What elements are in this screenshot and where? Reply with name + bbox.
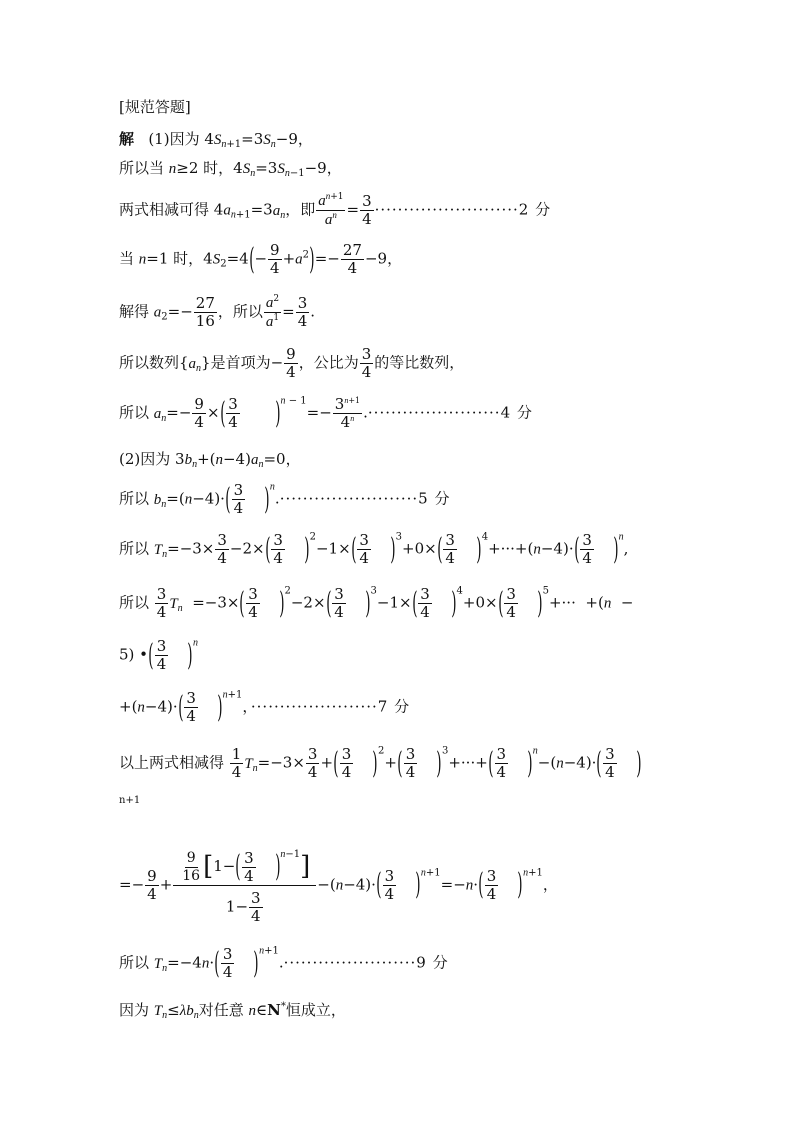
line-15: =− $\frac{9}{4}$ + $\frac{9}{16}$ [1−( $\frac{3}{4}$ )$^{n-1}$] 1− $\frac{3}{4}$ −(n−4)·( $\frac{3}{4}$ )$^{n+1}$=−n·( $\frac{3}{4}$ )$^{n+1}$， — [119, 846, 558, 925]
line-13: +(n−4)·( $\frac{3}{4}$ )$^{n+1}$，······················7 分 — [119, 689, 411, 725]
big-fraction: $\frac{9}{16}$ [1−( $\frac{3}{4}$ )$^{n-1}$] 1− $\frac{3}{4}$ — [173, 846, 316, 925]
line-16: 所以 $T_n=-4n\cdot$( $\frac{3}{4}$ )$^{n+1}$.·······················9 分 — [119, 945, 449, 981]
line-12: 5) •( $\frac{3}{4}$ )$^n$ — [119, 637, 198, 673]
header-label: [规范答题] — [119, 98, 191, 116]
line-14: 以上两式相减得 $\frac{1}{4}$ $T_n=-3\times$ $\frac{3}{4}$ +( $\frac{3}{4}$ )$^2$+( $\frac{3}{4}$ )$^3$+···+( $\frac{3}{4}$ )$^n$−(n−4)·( $\frac{3}{4}$ ) — [119, 745, 642, 781]
line-7: 所以 $a_n=-$ $\frac{9}{4}$ ×( $\frac{3}{4}$ )$^{n - 1}$=− $\frac{3^{n+1}}{4^n}$ .·······················4 分 — [119, 395, 533, 431]
line-17: 因为 $T_n\le\lambda b_n$对任意 n∈N*恒成立， — [119, 1001, 346, 1021]
line-5: 解得 $a_2=-$ $\frac{27}{16}$ ，所以 $\frac{a^2}{a^1}$ = $\frac{3}{4}$ . — [119, 294, 316, 330]
ratio-fraction: $\frac{a^{n+1}}{a^n}$ — [318, 191, 344, 228]
line-10: 所以 $T_n=-3\times$ $\frac{3}{4}$ −2×( $\frac{3}{4}$ )$^2$−1×( $\frac{3}{4}$ )$^3$+0×( $\frac{3}{4}$ )$^4$+···+(n−4)·( $\frac{3}{4}$ )$^n$, — [119, 531, 629, 567]
line-11: 所以 $\frac{3}{4}$ $T_n =-3\times$( $\frac{3}{4}$ )$^2$−2×( $\frac{3}{4}$ )$^3$−1×( $\frac{3}{4}$ )$^4$+0×( $\frac{3}{4}$ )$^5$+··· +(n − — [119, 585, 634, 621]
line-2: 所以当 n≥2 时，$4S_n=3S_{n-1}-9$， — [119, 159, 342, 179]
line-14-exponent: n+1 — [119, 795, 141, 806]
line-9: 所以 $b_n=(n-4)\cdot$( $\frac{3}{4}$ )$^n$.························5 分 — [119, 481, 451, 517]
line-4: 当 n=1 时，$4S_2=4(-$ $\frac{9}{4}$ $+a^2)=-$ $\frac{27}{4}$ −9， — [119, 241, 403, 277]
line-3: 两式相减可得 $4a_{n+1}=3a_n$，即 $\frac{a^{n+1}}{a^n}$ = $\frac{3}{4}$ ·························2 分 — [119, 191, 552, 228]
line-8: (2)因为 $3b_n+(n-4)a_n=0$， — [119, 450, 301, 470]
line-6: 所以数列$\{a_n\}$是首项为− $\frac{9}{4}$ ，公比为 $\frac{3}{4}$ 的等比数列， — [119, 345, 465, 381]
line-1: 解 (1)因为 $4S_{n+1}=3S_n-9$， — [119, 130, 313, 150]
